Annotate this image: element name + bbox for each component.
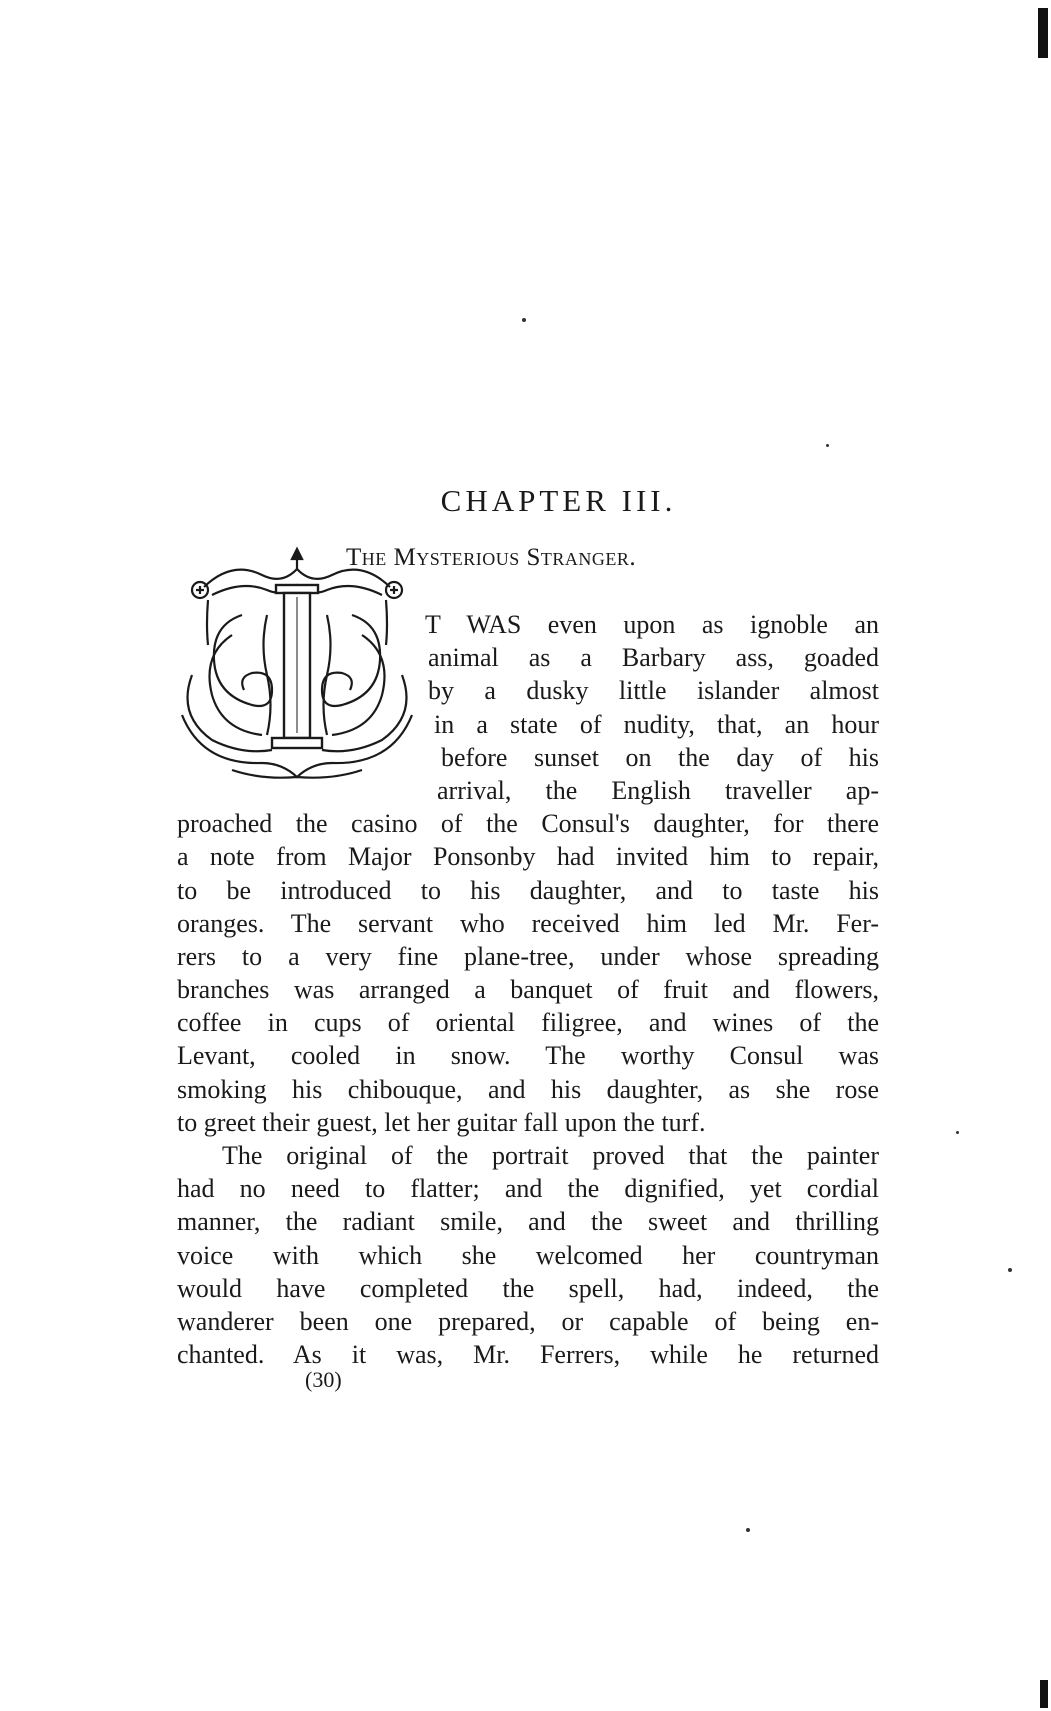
scan-speck: [956, 1131, 959, 1134]
text-line: to greet their guest, let her guitar fall upon the turf.: [177, 1107, 706, 1137]
text-line: a note from Major Ponsonby had invited him to repair,: [177, 842, 879, 872]
scan-speck: [1008, 1268, 1012, 1272]
text-line: proached the casino of the Consul's daughter, for there: [177, 809, 879, 839]
text-line: arrival, the English traveller ap-: [437, 775, 879, 805]
scan-edge-mark: [1040, 1680, 1048, 1708]
text-line: chanted. As it was, Mr. Ferrers, while he returned: [177, 1340, 879, 1370]
scan-speck: [522, 318, 526, 322]
text-line: in a state of nudity, that, an hour: [434, 709, 879, 739]
page-number: (30): [305, 1367, 342, 1392]
text-line: The original of the portrait proved that the painter: [222, 1141, 879, 1170]
text-line: manner, the radiant smile, and the sweet and thrilling: [177, 1207, 879, 1237]
text-line: coffee in cups of oriental filigree, and wines of the: [177, 1008, 879, 1038]
text-line: would have completed the spell, had, indeed, the: [177, 1273, 879, 1303]
text-line: had no need to flatter; and the dignified, yet cordial: [177, 1174, 879, 1204]
scan-speck: [746, 1528, 750, 1532]
text-line: branches was arranged a banquet of fruit and flowers,: [177, 975, 879, 1005]
text-line: voice with which she welcomed her countryman: [177, 1240, 879, 1270]
text-line: by a dusky little islander almost: [428, 676, 879, 706]
scan-speck: [826, 444, 829, 447]
text-line: rers to a very fine plane-tree, under whose spreading: [177, 941, 879, 971]
chapter-subtitle: The Mysterious Stranger.: [346, 544, 637, 571]
text-line: before sunset on the day of his: [441, 742, 879, 772]
chapter-heading: CHAPTER III.: [440, 483, 677, 518]
text-line: Levant, cooled in snow. The worthy Consul was: [177, 1041, 879, 1071]
text-line: to be introduced to his daughter, and to taste his: [177, 875, 879, 905]
scan-edge-mark: [1038, 8, 1048, 58]
text-line: smoking his chibouque, and his daughter, as she rose: [177, 1074, 879, 1104]
text-line: animal as a Barbary ass, goaded: [428, 643, 879, 673]
text-line: wanderer been one prepared, or capable of being en-: [177, 1306, 879, 1336]
body-text: [177, 608, 879, 1371]
text-line: oranges. The servant who received him led Mr. Fer-: [177, 908, 879, 938]
text-line: T WAS even upon as ignoble an: [425, 610, 879, 639]
